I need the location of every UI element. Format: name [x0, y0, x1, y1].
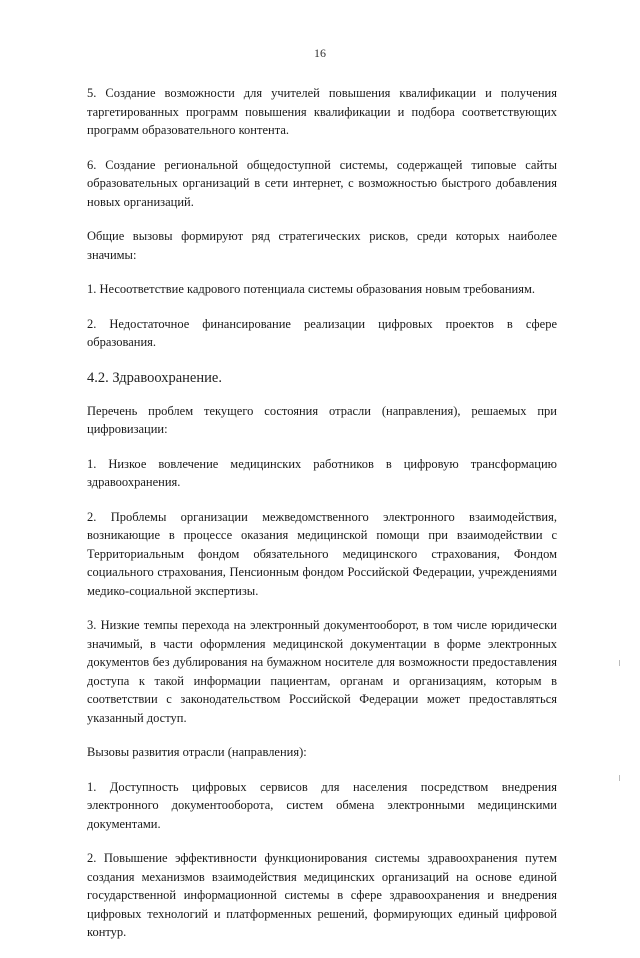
paragraph: 2. Повышение эффективности функционирования системы здравоохранения путем создания механизмов взаимодействия медицинских организаций на основе единой государственной информационной системы в сфере здравоохранения и внедрения цифровых технологий и платформенных решений, формирующих единый цифровой контур.	[87, 851, 557, 939]
paragraph: 2. Недостаточное финансирование реализации цифровых проектов в сфере образования.	[87, 316, 557, 349]
page-number: 16	[314, 46, 326, 60]
scan-mark	[619, 660, 620, 666]
paragraph: Перечень проблем текущего состояния отрасли (направления), решаемых при цифровизации:	[87, 403, 557, 436]
paragraph: Общие вызовы формируют ряд стратегических рисков, среди которых наиболее значимы:	[87, 229, 557, 262]
paragraph: 3. Низкие темпы перехода на электронный документооборот, в том числе юридически значимый, в части оформления медицинской документации в форме электронных документов без дублирования на бумажном носителе для возможности предоставления доступа к такой информации пациентам, органам и организациям, которым в соответствии с законодательством Российской Федерации может предоставляться указанный доступ.	[87, 618, 557, 725]
paragraph: 6. Создание региональной общедоступной системы, содержащей типовые сайты образовательных организаций в сети интернет, с возможностью быстрого добавления новых организаций.	[87, 157, 557, 209]
paragraph: 5. Создание возможности для учителей повышения квалификации и получения таргетированных программ повышения квалификации и подбора соответствующих программ образовательного контента.	[87, 86, 557, 137]
paragraph: 1. Доступность цифровых сервисов для населения посредством внедрения электронного документооборота, систем обмена электронными медицинскими документами.	[87, 779, 557, 831]
paragraph: Вызовы развития отрасли (направления):	[87, 745, 307, 759]
paragraph: 1. Низкое вовлечение медицинских работников в цифровую трансформацию здравоохранения.	[87, 456, 557, 489]
scan-mark	[619, 775, 620, 781]
paragraph: 2. Проблемы организации межведомственного электронного взаимодействия, возникающие в процессе оказания медицинской помощи при взаимодействии с Территориальным фондом обязательного медицинского страхования, Фондом социального страхования, Пенсионным фондом Российской Федерации, учреждениями медико-социальной экспертизы.	[87, 509, 557, 598]
section-heading: 4.2. Здравоохранение.	[87, 369, 222, 386]
paragraph: 1. Несоответствие кадрового потенциала системы образования новым требованиям.	[87, 282, 536, 296]
document-body	[87, 84, 557, 958]
